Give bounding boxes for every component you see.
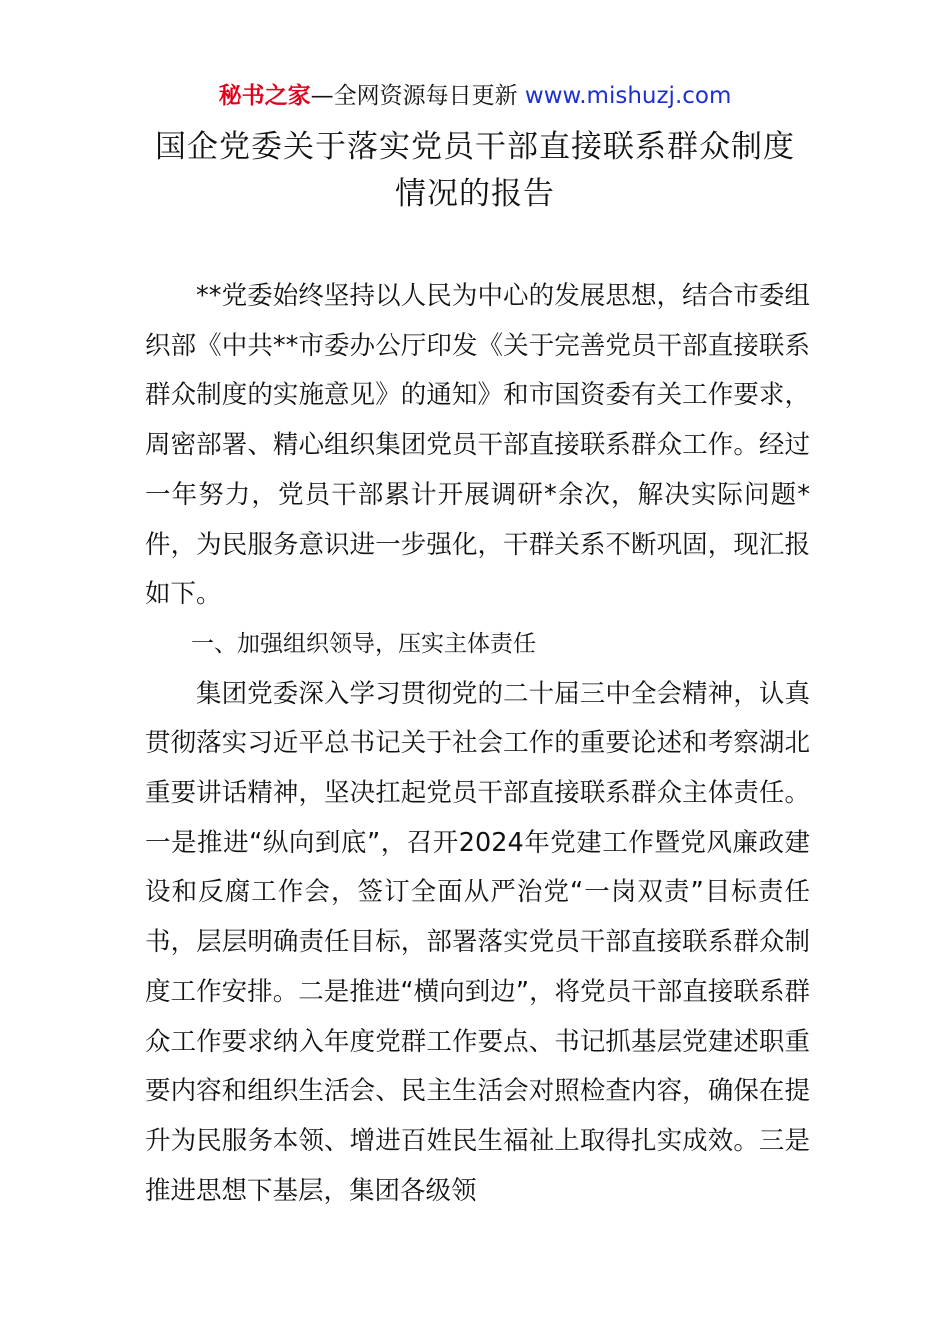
banner-slogan: —全网资源每日更新	[310, 83, 525, 109]
document-title	[0, 124, 950, 218]
title-line-1: 国企党委关于落实党员干部直接联系群众制度	[155, 129, 795, 165]
title-line-2: 情况的报告	[395, 176, 555, 212]
banner-url[interactable]: www.mishuzj.com	[524, 83, 732, 109]
banner-brand: 秘书之家	[218, 83, 311, 109]
intro-paragraph: **党委始终坚持以人民为中心的发展思想，结合市委组织部《中共**市委办公厅印发《关于完善党员干部直接联系群众制度的实施意见》的通知》和市国资委有关工作要求，周密部署、精心组织集团党员干部直接联系群众工作。经过一年努力，党员干部累计开展调研*余次，解决实际问题*件，为民服务意识进一步强化，干群关系不断巩固，现汇报如下。	[145, 281, 810, 610]
section-heading-1: 一、加强组织领导，压实主体责任	[191, 630, 536, 657]
document-body	[145, 272, 810, 1216]
site-banner	[0, 80, 950, 112]
section-1-paragraph: 集团党委深入学习贯彻党的二十届三中全会精神，认真贯彻落实习近平总书记关于社会工作的重要论述和考察湖北重要讲话精神，坚决扛起党员干部直接联系群众主体责任。一是推进“纵向到底”，召开2024年党建工作暨党风廉政建设和反腐工作会，签订全面从严治党“一岗双责”目标责任书，层层明确责任目标，部署落实党员干部直接联系群众制度工作安排。二是推进“横向到边”，将党员干部直接联系群众工作要求纳入年度党群工作要点、书记抓基层党建述职重要内容和组织生活会、民主生活会对照检查内容，确保在提升为民服务本领、增进百姓民生福祉上取得扎实成效。三是推进思想下基层，集团各级领	[145, 678, 810, 1206]
